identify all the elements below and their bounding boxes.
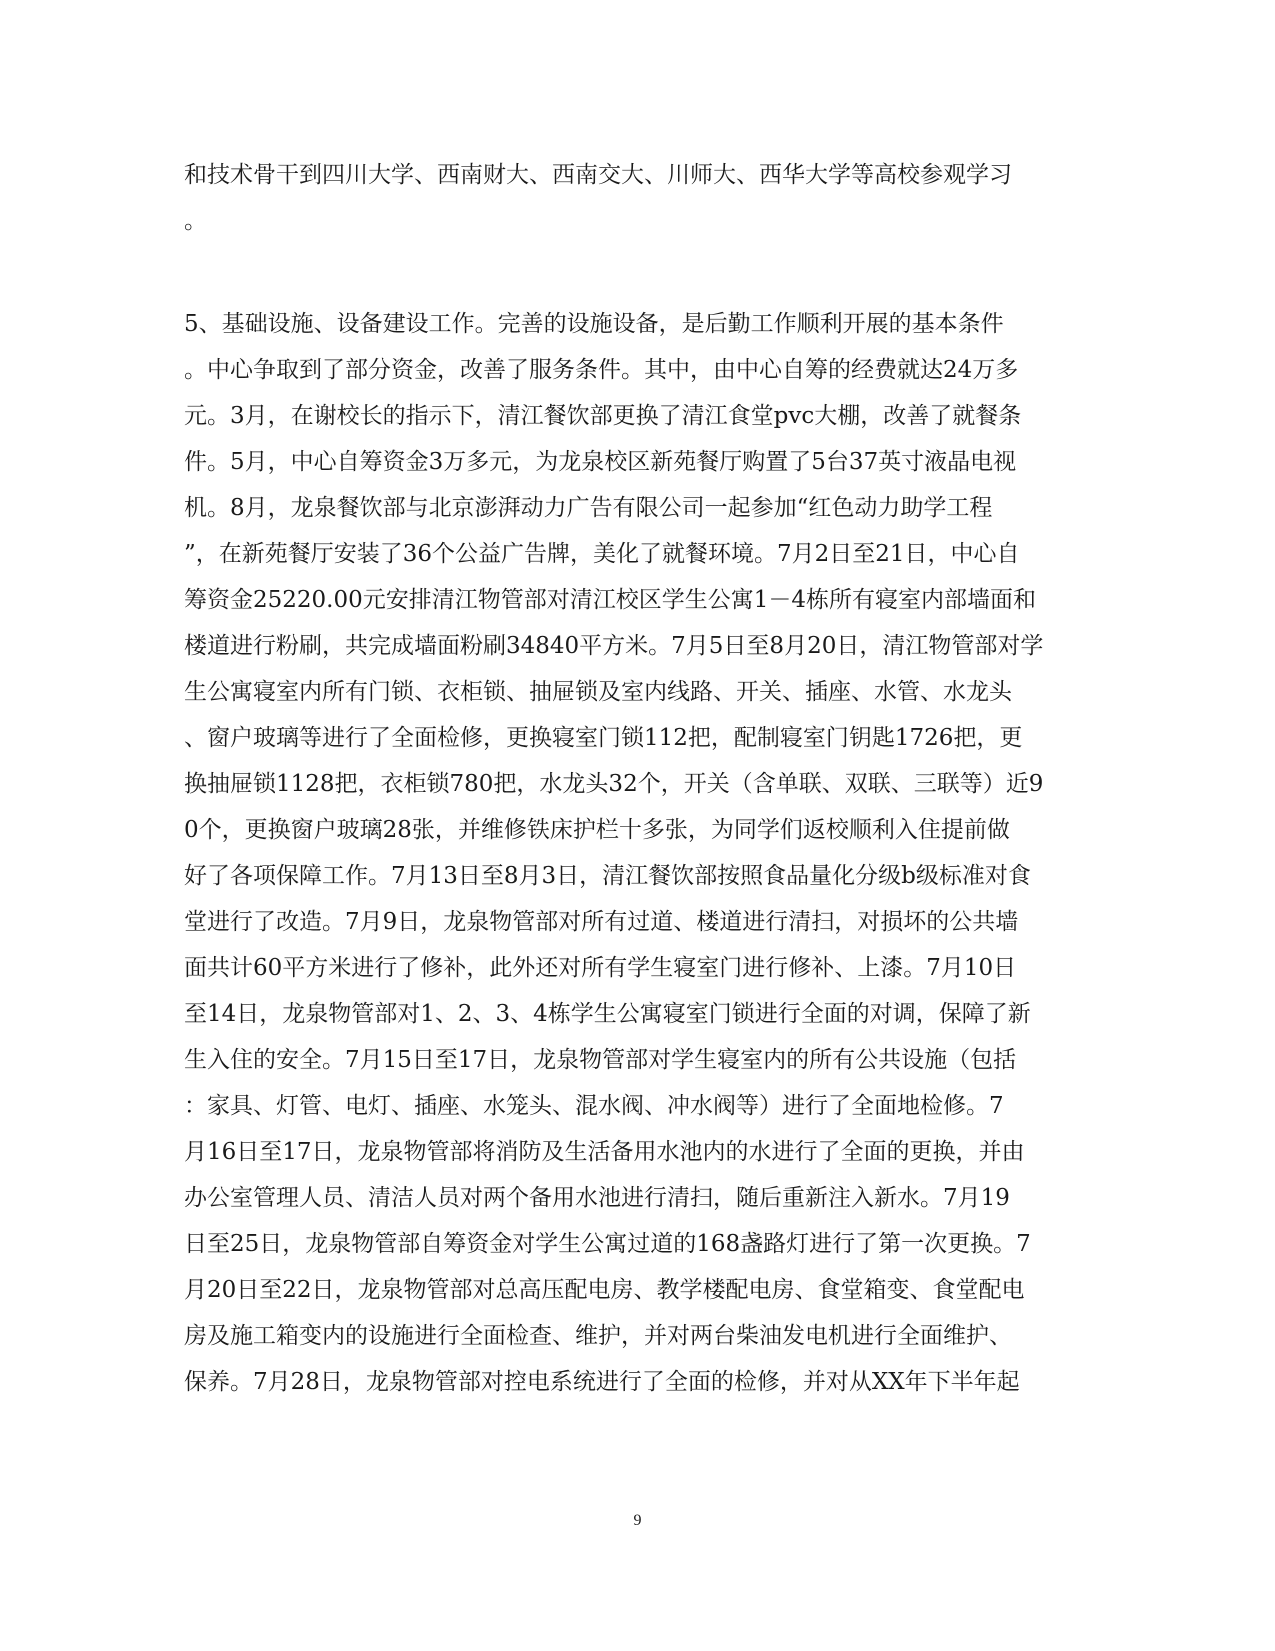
text-line: 生入住的安全。7月15日至17日，龙泉物管部对学生寝室内的所有公共设施（包括 (184, 1047, 1017, 1073)
text-line: 至14日，龙泉物管部对1、2、3、4栋学生公寓寝室门锁进行全面的对调，保障了新 (184, 1001, 1031, 1027)
paragraph-continuation (184, 152, 1084, 244)
text-line: 。中心争取到了部分资金，改善了服务条件。其中，由中心自筹的经费就达24万多 (184, 357, 1019, 383)
text-line: ：家具、灯管、电灯、插座、水笼头、混水阀、冲水阀等）进行了全面地检修。7 (184, 1093, 1004, 1119)
text-line: 换抽屉锁1128把，衣柜锁780把，水龙头32个，开关（含单联、双联、三联等）近9 (184, 771, 1044, 797)
text-line: 件。5月，中心自筹资金3万多元，为龙泉校区新苑餐厅购置了5台37英寸液晶电视 (184, 449, 1017, 475)
text-line: ”，在新苑餐厅安装了36个公益广告牌，美化了就餐环境。7月2日至21日，中心自 (184, 541, 1020, 567)
page-number: 9 (633, 1512, 642, 1529)
text-line: 保养。7月28日，龙泉物管部对控电系统进行了全面的检修，并对从XX年下半年起 (184, 1369, 1020, 1395)
text-line: 0个，更换窗户玻璃28张，并维修铁床护栏十多张，为同学们返校顺利入住提前做 (184, 817, 1010, 843)
text-line: 好了各项保障工作。7月13日至8月3日，清江餐饮部按照食品量化分级b级标准对食 (184, 863, 1031, 889)
text-line: 、窗户玻璃等进行了全面检修，更换寝室门锁112把，配制寝室门钥匙1726把，更 (184, 725, 1023, 751)
text-line: 面共计60平方米进行了修补，此外还对所有学生寝室门进行修补、上漆。7月10日 (184, 955, 1017, 981)
paragraph-infrastructure (184, 301, 1084, 1405)
text-line: 元。3月，在谢校长的指示下，清江餐饮部更换了清江食堂pvc大棚，改善了就餐条 (184, 403, 1022, 429)
text-line: 堂进行了改造。7月9日，龙泉物管部对所有过道、楼道进行清扫，对损坏的公共墙 (184, 909, 1019, 935)
text-line: 月16日至17日，龙泉物管部将消防及生活备用水池内的水进行了全面的更换，并由 (184, 1139, 1025, 1165)
text-line: 和技术骨干到四川大学、西南财大、西南交大、川师大、西华大学等高校参观学习 (184, 162, 1012, 188)
text-line: 房及施工箱变内的设施进行全面检查、维护，并对两台柴油发电机进行全面维护、 (184, 1323, 1012, 1349)
text-line: 生公寓寝室内所有门锁、衣柜锁、抽屉锁及室内线路、开关、插座、水管、水龙头 (184, 679, 1012, 705)
text-line: 楼道进行粉刷，共完成墙面粉刷34840平方米。7月5日至8月20日，清江物管部对学 (184, 633, 1044, 659)
text-line: 机。8月，龙泉餐饮部与北京澎湃动力广告有限公司一起参加“红色动力助学工程 (184, 495, 993, 521)
text-line: 办公室管理人员、清洁人员对两个备用水池进行清扫，随后重新注入新水。7月19 (184, 1185, 1010, 1211)
text-line: 月20日至22日，龙泉物管部对总高压配电房、教学楼配电房、食堂箱变、食堂配电 (184, 1277, 1025, 1303)
text-line: 筹资金25220.00元安排清江物管部对清江校区学生公寓1－4栋所有寝室内部墙面和 (184, 587, 1037, 613)
text-line: 5、基础设施、设备建设工作。完善的设施设备，是后勤工作顺利开展的基本条件 (184, 311, 1004, 337)
text-line: 。 (184, 208, 207, 234)
text-line: 日至25日，龙泉物管部自筹资金对学生公寓过道的168盏路灯进行了第一次更换。7 (184, 1231, 1031, 1257)
